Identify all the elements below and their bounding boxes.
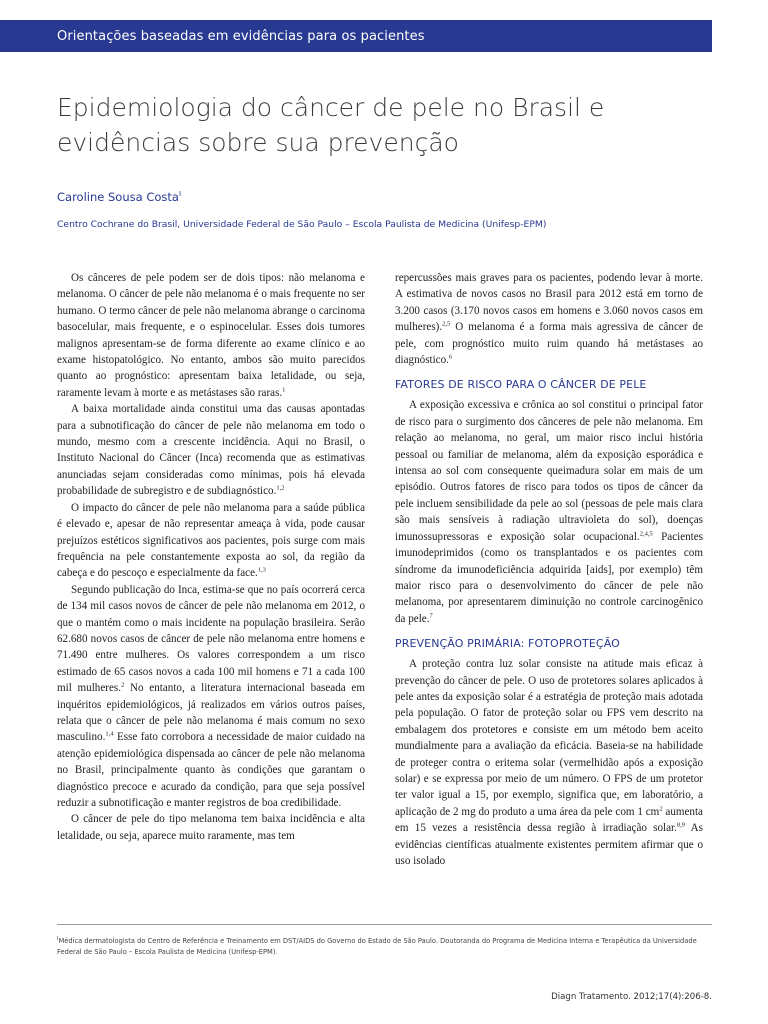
paragraph: Os cânceres de pele podem ser de dois tipos: não melanoma e melanoma. O câncer de pele não melanoma é o mais frequente no ser humano. O termo câncer de pele não melanoma abrange o carcinoma basocelular, mais frequente, e o espinocelular. Esses dois tumores malignos apresentam-se de forma diferente ao exame clínico e ao exame histopatológico. No entanto, ambos são muito parecidos quanto ao prognóstico: apresentam baixa letalidade, ou seja, raramente levam à morte e as metástases são raras.$^1$ bbox=[57, 272, 365, 399]
author-name bbox=[57, 190, 181, 204]
paragraph: Segundo publicação do Inca, estima-se que no país ocorrerá cerca de 134 mil casos novos de câncer de pele não melanoma em 2012, o que o mantém como o mais incidente na população brasileira. Serão 62.680 novos casos de câncer de pele não melanoma entre homens e 71.490 entre mulheres. Os valores correspondem a um risco estimado de 65 casos novos a cada 100 mil homens e 71 a cada 100 mil mulheres.$^2$ No entanto, a literatura internacional baseada em inquéritos epidemiológicos, já realizados em vários outros países, relata que o câncer de pele não melanoma é mais comum no sexo masculino.$^{1,4}$ Esse fato corrobora a necessidade de maior cuidado na atenção epidemiológica dispensada ao câncer de pele não melanoma no Brasil, principalmente quanto às condições que garantam o diagnóstico precoce e acurado da condição, para que seja possível reduzir a subnotificação e manter registros de boa credibilidade. bbox=[57, 583, 365, 809]
banner-stripe bbox=[709, 20, 712, 52]
right-column bbox=[395, 270, 703, 869]
author-affiliation: Centro Cochrane do Brasil, Universidade Federal de São Paulo – Escola Paulista de Medicina (Unifesp-EPM) bbox=[57, 219, 547, 230]
banner-stripe bbox=[695, 20, 698, 52]
paragraph: A baixa mortalidade ainda constitui uma das causas apontadas para a subnotificação do câncer de pele não melanoma em todo o mundo, mesmo com a crescente incidência. Aqui no Brasil, o Instituto Nacional do Câncer (Inca) recomenda que as estimativas anunciadas sejam consideradas como mínimas, pois há elevada probabilidade de subregistro e de subdiagnóstico.$^{1,2}$ bbox=[57, 403, 365, 498]
section-title: Orientações baseadas em evidências para os pacientes bbox=[57, 28, 425, 44]
paragraph: A exposição excessiva e crônica ao sol constitui o principal fator de risco para o surgimento dos cânceres de pele não melanoma. Em relação ao melanoma, no geral, um maior risco inclui história pessoal ou familiar de melanoma, além da exposição esporádica e intensa ao sol com consequente queimadura solar em mais de um episódio. Outros fatores de risco para todos os tipos de câncer da pele incluem sensibilidade da pele ao sol (pessoas de pele mais clara são mais sensíveis à radiação ultravioleta do sol), doenças imunossupressoras e exposição solar ocupacional.$^{2,4,5}$ Pacientes imunodeprimidos (como os transplantados e os pacientes com síndrome da imunodeficiência adquirida [aids], por exemplo) têm maior risco para o desenvolvimento do câncer de pele não melanoma, por apresentarem diminuição no controle carcinogênico da pele.$^7$ bbox=[395, 399, 703, 625]
journal-citation: Diagn Tratamento. 2012;17(4):206-8. bbox=[551, 992, 712, 1002]
article-title: Epidemiologia do câncer de pele no Brasil e evidências sobre sua prevenção bbox=[57, 93, 605, 157]
section-banner bbox=[0, 20, 712, 52]
banner-stripe bbox=[683, 20, 686, 52]
paragraph: repercussões mais graves para os pacientes, podendo levar à morte. A estimativa de novos casos no Brasil para 2012 está em torno de 3.200 casos (3.170 novos casos em homens e 3.060 novos casos em mulheres).$^{2,5}$ O melanoma é a forma mais agressiva de câncer de pele, com prognóstico muito ruim quando há metástases ao diagnóstico.$^6$ bbox=[395, 272, 703, 367]
banner-stripe bbox=[701, 20, 704, 52]
section-heading-prevention: PREVENÇÃO PRIMÁRIA: FOTOPROTEÇÃO bbox=[395, 637, 620, 651]
author-mark: I bbox=[178, 190, 182, 199]
paragraph: O câncer de pele do tipo melanoma tem baixa incidência e alta letalidade, ou seja, aparece muito raramente, mas tem bbox=[57, 813, 365, 842]
banner-stripe bbox=[671, 20, 674, 52]
author-text: Caroline Sousa Costa bbox=[57, 190, 179, 204]
footnote-mark: I bbox=[57, 936, 59, 942]
left-column bbox=[57, 270, 365, 844]
footnote-divider bbox=[57, 924, 712, 925]
banner-stripe bbox=[677, 20, 680, 52]
author-footnote bbox=[57, 934, 712, 957]
banner-stripe bbox=[689, 20, 692, 52]
paragraph: A proteção contra luz solar consiste na atitude mais eficaz à prevenção do câncer de pele. O uso de protetores solares aplicados à pele antes da exposição solar é a estratégia de proteção mais adotada pela população. O fator de proteção solar ou FPS vem descrito na embalagem dos protetores e consiste em um método bem aceito mundialmente para a avaliação da eficácia. Baseia-se na habilidade de proteger contra o eritema solar (vermelhidão após a exposição solar) e se expressa por meio de um número. O FPS de um protetor ter valor igual a 15, por exemplo, significa que, em laboratório, a aplicação de 2 mg do produto a uma área da pele com 1 $cm^2$ aumenta em 15 vezes a resistência dessa região à irradiação solar.$^{8,9}$ As evidências científicas atualmente existentes permitem afirmar que o uso isolado bbox=[395, 658, 703, 867]
paragraph: O impacto do câncer de pele não melanoma para a saúde pública é elevado e, apesar de não representar ameaça à vida, pode causar prejuízos estéticos significativos aos pacientes, pois surge com mais frequência na pele constantemente exposta ao sol, da região da cabeça e do pescoço e especialmente da face.$^{1,3}$ bbox=[57, 501, 365, 580]
footnote-text: Médica dermatologista do Centro de Referência e Treinamento em DST/AIDS do Governo do Estado de São Paulo. Doutoranda do Programa de Medicina Interna e Terapêutica da Universidade Federal de São Paulo – Escola Paulista de Medicina (Unifesp-EPM). bbox=[57, 937, 697, 956]
section-heading-risk-factors: FATORES DE RISCO PARA O CÂNCER DE PELE bbox=[395, 378, 647, 392]
